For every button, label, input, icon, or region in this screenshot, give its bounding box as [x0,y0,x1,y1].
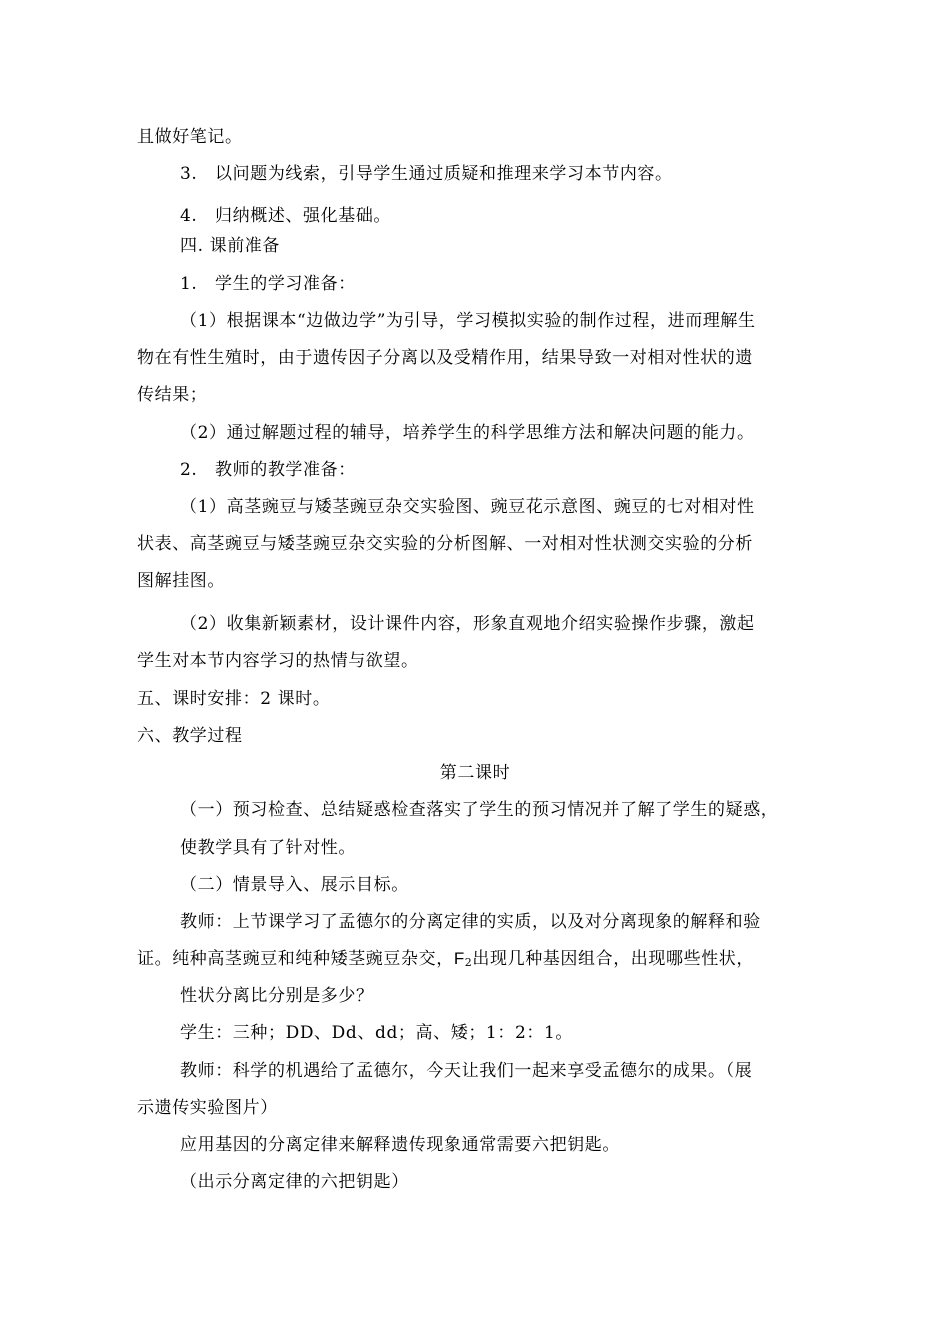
text-line: 示遗传实验图片） [137,1098,278,1118]
lesson-title: 第二课时 [439,763,511,783]
text-line: （二）情景导入、展示目标。 [180,875,409,895]
text-line: 教师：上节课学习了孟德尔的分离定律的实质，以及对分离现象的解释和验 [180,912,761,932]
text-line: 传结果； [137,385,208,405]
text-line: 教师：科学的机遇给了孟德尔，今天让我们一起来享受孟德尔的成果。（展 [180,1061,753,1081]
text-line: （出示分离定律的六把钥匙） [180,1172,409,1192]
text-line: 3. 以问题为线索，引导学生通过质疑和推理来学习本节内容。 [180,164,673,184]
f-symbol: F [453,949,465,968]
text-line: 学生对本节内容学习的热情与欲望。 [137,651,419,671]
text-line: （1）高茎豌豆与矮茎豌豆杂交实验图、豌豆花示意图、豌豆的七对相对性 [180,497,755,517]
text-line: （一）预习检查、总结疑惑检查落实了学生的预习情况并了解了学生的疑惑， [180,800,779,820]
text-line: 4. 归纳概述、强化基础。 [180,206,392,226]
text-line: 1. 学生的学习准备： [180,274,356,294]
text-line: 应用基因的分离定律来解释遗传现象通常需要六把钥匙。 [180,1135,620,1155]
text-line: 物在有性生殖时，由于遗传因子分离以及受精作用，结果导致一对相对性状的遗 [137,348,753,368]
text-line: 图解挂图。 [137,571,225,591]
text-segment: 证。纯种高茎豌豆和纯种矮茎豌豆杂交， [137,949,454,969]
text-line [137,948,754,970]
text-line: （1）根据课本“边做边学”为引导，学习模拟实验的制作过程，进而理解生 [180,311,756,331]
section-heading: 五、课时安排：2 课时。 [137,689,331,709]
text-line: 性状分离比分别是多少？ [180,986,374,1006]
text-segment: 出现几种基因组合，出现哪些性状， [472,949,755,969]
text-line: 2. 教师的教学准备： [180,460,356,480]
text-line: （2）收集新颖素材，设计课件内容，形象直观地介绍实验操作步骤，激起 [180,614,755,634]
text-line: 状表、高茎豌豆与矮茎豌豆杂交实验的分析图解、一对相对性状测交实验的分析 [137,534,753,554]
text-line: 使教学具有了针对性。 [180,838,356,858]
text-line: （2）通过解题过程的辅导，培养学生的科学思维方法和解决问题的能力。 [180,423,755,443]
subscript: 2 [464,956,473,969]
text-line: 且做好笔记。 [137,127,243,147]
text-line: 学生：三种；DD、Dd、dd；高、矮；1：2：1。 [180,1023,573,1043]
section-heading: 六、教学过程 [137,726,243,746]
section-heading: 四. 课前准备 [180,236,281,256]
